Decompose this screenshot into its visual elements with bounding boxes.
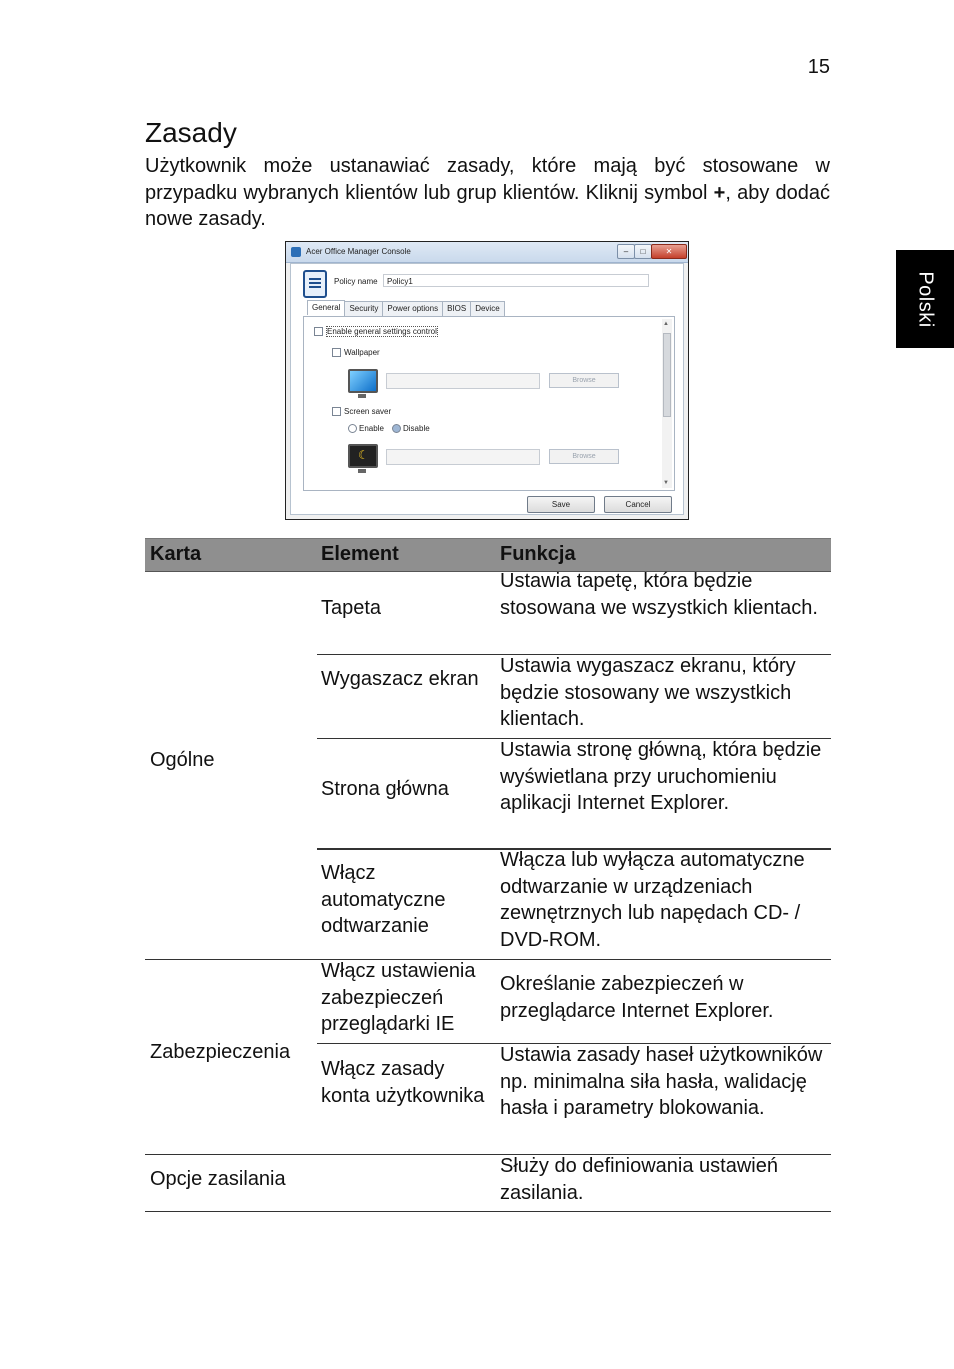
tab-security[interactable]: Security — [344, 301, 383, 316]
funkcja-cell: Ustawia stronę główną, która będzie wyświetlana przy uruchomieniu aplikacji Internet Explorer. — [500, 739, 822, 814]
general-tab-panel — [303, 316, 675, 491]
tab-general[interactable]: General — [307, 300, 345, 315]
window-titlebar — [286, 242, 688, 263]
tab-bios[interactable]: BIOS — [442, 301, 471, 316]
table-bottom-border — [145, 1211, 831, 1212]
scroll-up-arrow-icon[interactable]: ▲ — [663, 321, 669, 327]
window-title: Acer Office Manager Console — [306, 247, 411, 256]
checkbox-icon — [314, 327, 323, 336]
wallpaper-browse-button[interactable]: Browse — [549, 373, 619, 388]
wallpaper-checkbox[interactable]: Wallpaper — [332, 348, 380, 357]
element-cell: Włącz automatyczne odtwarzanie — [321, 862, 446, 937]
screen-saver-disable-radio[interactable]: Disable — [392, 424, 430, 433]
language-label: Polski — [914, 270, 937, 328]
enable-general-checkbox[interactable]: Enable general settings control — [314, 327, 438, 336]
policy-name-label: Policy name — [334, 277, 378, 286]
policy-name-input[interactable]: Policy1 — [383, 274, 649, 287]
console-window-screenshot — [285, 241, 689, 520]
cancel-button[interactable]: Cancel — [604, 496, 672, 513]
karta-zabezpieczenia: Zabezpieczenia — [150, 1041, 291, 1063]
wallpaper-monitor-icon — [348, 369, 378, 393]
language-side-tab — [896, 250, 954, 348]
element-cell: Strona główna — [321, 778, 449, 800]
maximize-button[interactable]: □ — [634, 244, 652, 259]
header-karta: Karta — [150, 543, 202, 565]
screen-saver-path-field[interactable] — [386, 449, 540, 465]
app-icon — [291, 247, 301, 257]
funkcja-cell: Włącza lub wyłącza automatyczne odtwarzanie w urządzeniach zewnętrznych lub napędach CD- / DVD-ROM. — [500, 849, 805, 951]
scrollbar-thumb[interactable] — [663, 333, 671, 417]
header-element: Element — [321, 543, 399, 565]
page-number: 15 — [807, 56, 830, 78]
policy-clipboard-icon — [303, 270, 327, 298]
funkcja-cell: Określanie zabezpieczeń w przeglądarce Internet Explorer. — [500, 973, 774, 1022]
scroll-down-arrow-icon[interactable]: ▼ — [663, 480, 669, 486]
save-button[interactable]: Save — [527, 496, 595, 513]
plus-symbol: + — [713, 181, 726, 204]
funkcja-cell: Ustawia zasady haseł użytkowników np. minimalna siła hasła, walidację hasła i parametry blokowania. — [500, 1044, 823, 1119]
element-cell: Wygaszacz ekran — [321, 668, 479, 690]
close-button[interactable]: ✕ — [651, 244, 687, 259]
section-heading: Zasady — [145, 117, 237, 148]
screen-saver-enable-radio[interactable]: Enable — [348, 424, 384, 433]
table-header — [145, 538, 831, 572]
screen-saver-browse-button[interactable]: Browse — [549, 449, 619, 464]
header-funkcja: Funkcja — [500, 543, 576, 565]
karta-opcje-zasilania: Opcje zasilania — [150, 1168, 286, 1190]
screen-saver-checkbox[interactable]: Screen saver — [332, 407, 391, 416]
element-cell: Włącz ustawienia zabezpieczeń przeglądarki IE — [321, 960, 476, 1035]
checkbox-icon — [332, 407, 341, 416]
wallpaper-path-field[interactable] — [386, 373, 540, 389]
minimize-button[interactable]: – — [617, 244, 635, 259]
funkcja-cell: Służy do definiowania ustawień zasilania. — [500, 1155, 778, 1204]
radio-icon — [348, 424, 357, 433]
window-body — [290, 263, 684, 515]
funkcja-cell: Ustawia tapetę, która będzie stosowana we wszystkich klientach. — [500, 570, 818, 619]
intro-paragraph: Użytkownik może ustanawiać zasady, które mają być stosowane w przypadku wybranych klientów lub grup klientów. Kliknij symbol +, aby dodać nowe zasady. — [145, 155, 830, 230]
screen-saver-monitor-icon — [348, 444, 378, 468]
element-cell: Włącz zasady konta użytkownika — [321, 1058, 485, 1107]
checkbox-icon — [332, 348, 341, 357]
radio-selected-icon — [392, 424, 401, 433]
tab-strip — [307, 301, 504, 316]
tab-power-options[interactable]: Power options — [382, 301, 443, 316]
element-cell: Tapeta — [321, 597, 382, 619]
tab-device[interactable]: Device — [470, 301, 504, 316]
karta-ogolne: Ogólne — [150, 749, 215, 771]
funkcja-cell: Ustawia wygaszacz ekranu, który będzie stosowany we wszystkich klientach. — [500, 655, 796, 730]
panel-scrollbar[interactable] — [662, 319, 672, 488]
